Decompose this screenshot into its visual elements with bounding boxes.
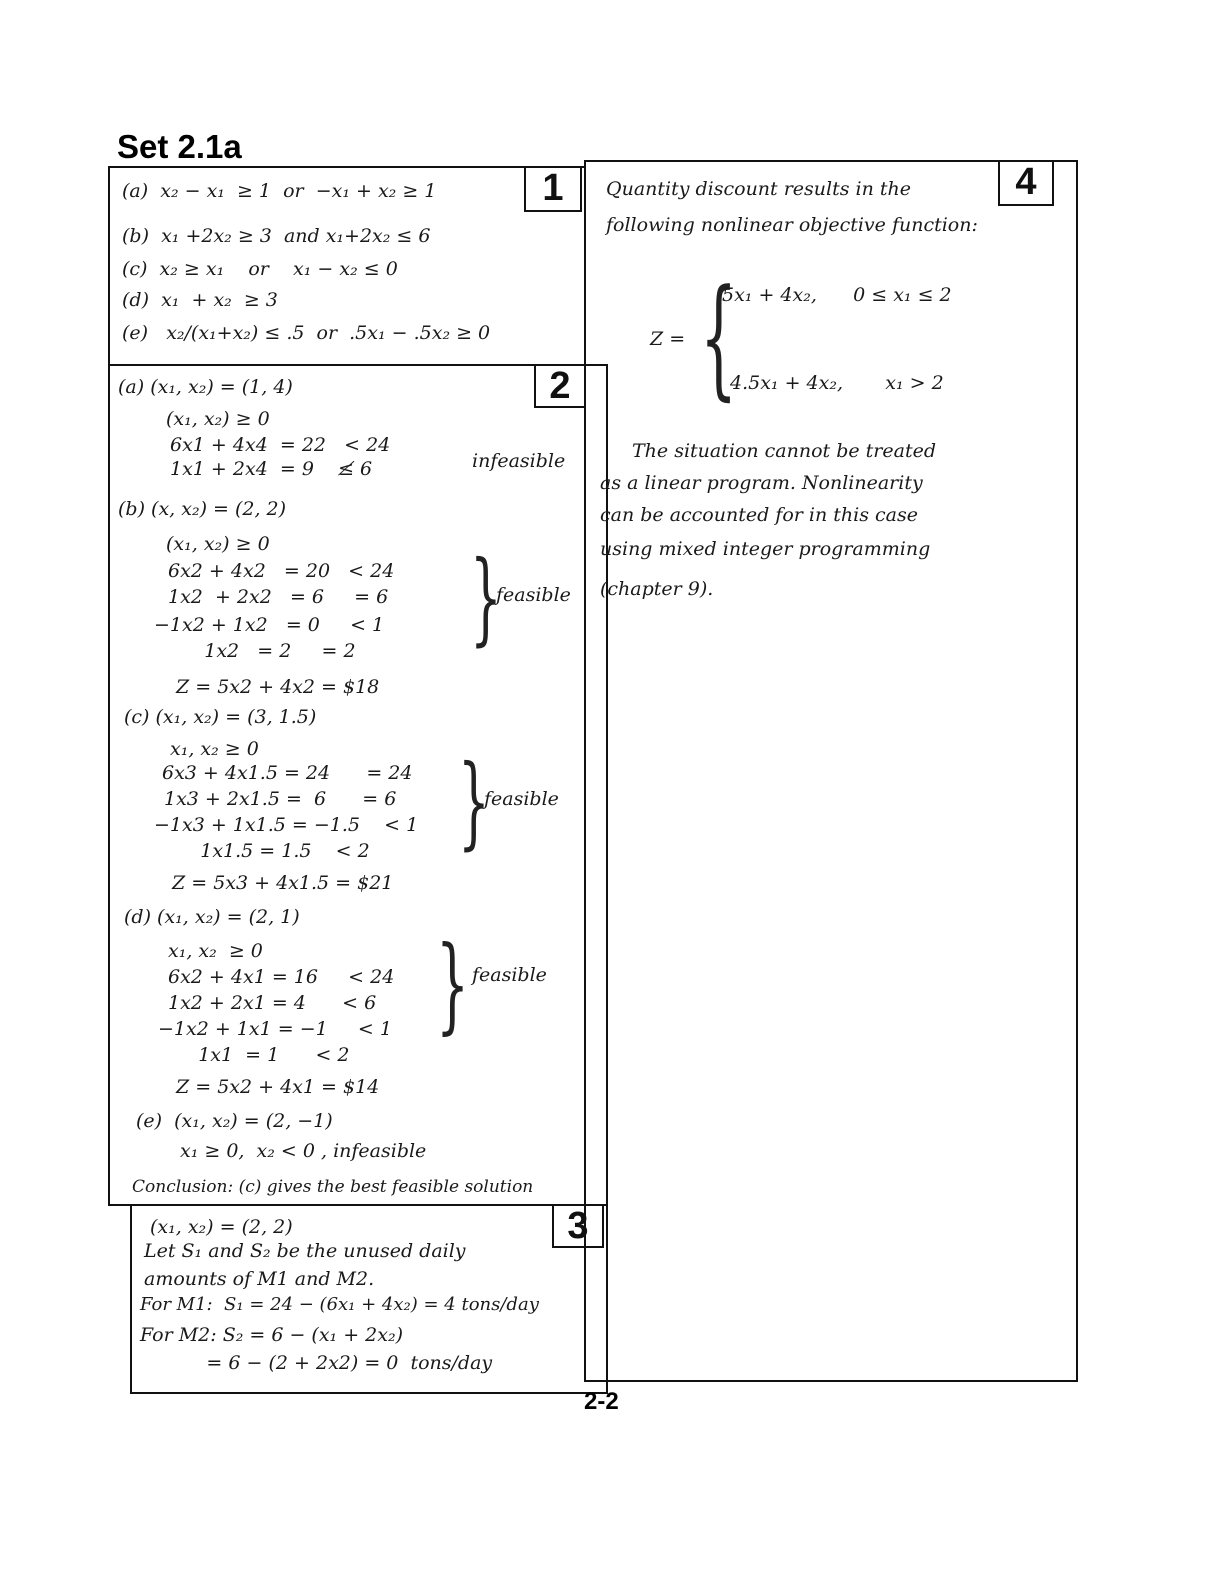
s4-conclusion-3: using mixed integer programming [600,538,931,560]
s2c-brace: } [458,743,490,860]
s1-line-d: (d) x₁ + x₂ ≥ 3 [122,289,278,311]
s2b-line-1: (x₁, x₂) ≥ 0 [166,533,270,555]
s3-line-4: For M2: S₂ = 6 − (x₁ + 2x₂) [140,1324,403,1346]
s3-line-2: amounts of M1 and M2. [144,1268,375,1290]
s4-conclusion-0: The situation cannot be treated [632,440,936,462]
s2-conclusion: Conclusion: (c) gives the best feasible solution [132,1177,534,1197]
s4-brace: { [700,261,738,413]
s2b-objective: Z = 5x2 + 4x2 = $18 [176,676,380,698]
section-3-number: 3 [552,1204,604,1248]
s2a-line-1: (x₁, x₂) ≥ 0 [166,408,270,430]
s2d-line-2: 6x2 + 4x1 = 16 < 24 [168,966,395,988]
s3-line-0: (x₁, x₂) = (2, 2) [150,1216,293,1238]
s4-conclusion-2: can be accounted for in this case [600,504,918,526]
s4-case-2: 4.5x₁ + 4x₂, x₁ > 2 [730,372,944,394]
s2c-note: feasible [484,788,559,810]
s3-line-5: = 6 − (2 + 2x2) = 0 tons/day [140,1352,493,1374]
s2d-note: feasible [472,964,547,986]
s3-line-1: Let S₁ and S₂ be the unused daily [144,1240,466,1262]
s2a-note: infeasible [472,450,566,472]
s1-line-c: (c) x₂ ≥ x₁ or x₁ − x₂ ≤ 0 [122,258,398,280]
s4-conclusion-4: (chapter 9). [600,578,714,600]
section-4-number: 4 [998,160,1054,206]
s2b-line-3: 1x2 + 2x2 = 6 = 6 [168,586,389,608]
s2e-line-1: x₁ ≥ 0, x₂ < 0 , infeasible [180,1140,427,1162]
s4-conclusion-1: as a linear program. Nonlinearity [600,472,923,494]
s2c-line-0: (c) (x₁, x₂) = (3, 1.5) [124,706,317,728]
s2c-line-1: x₁, x₂ ≥ 0 [170,738,259,760]
s2b-line-4: −1x2 + 1x2 = 0 < 1 [154,614,385,636]
s4-intro-0: Quantity discount results in the [606,178,912,200]
s2d-line-3: 1x2 + 2x1 = 4 < 6 [168,992,377,1014]
page-title: Set 2.1a [117,128,242,165]
page-number: 2-2 [584,1388,619,1415]
s2b-line-2: 6x2 + 4x2 = 20 < 24 [168,560,395,582]
s2d-line-5: 1x1 = 1 < 2 [168,1044,350,1066]
s2b-line-5: 1x2 = 2 = 2 [168,640,356,662]
s2c-objective: Z = 5x3 + 4x1.5 = $21 [172,872,394,894]
s2d-line-0: (d) (x₁, x₂) = (2, 1) [124,906,300,928]
section-1-number: 1 [524,166,582,212]
s1-line-a: (a) x₂ − x₁ ≥ 1 or −x₁ + x₂ ≥ 1 [122,180,437,202]
s2b-note: feasible [496,584,571,606]
s1-line-b: (b) x₁ +2x₂ ≥ 3 and x₁+2x₂ ≤ 6 [122,225,431,247]
s3-line-3: For M1: S₁ = 24 − (6x₁ + 4x₂) = 4 tons/day [140,1294,539,1315]
s2b-brace: } [470,539,502,656]
s2a-line-2: 6x1 + 4x4 = 22 < 24 [170,434,391,456]
s2d-objective: Z = 5x2 + 4x1 = $14 [176,1076,380,1098]
section-2-number: 2 [534,364,586,408]
s2d-brace: } [436,923,470,1045]
s2a-line-0: (a) (x₁, x₂) = (1, 4) [118,376,293,398]
s2d-line-4: −1x2 + 1x1 = −1 < 1 [158,1018,392,1040]
s2c-line-4: −1x3 + 1x1.5 = −1.5 < 1 [154,814,419,836]
s4-case-1: 5x₁ + 4x₂, 0 ≤ x₁ ≤ 2 [722,284,952,306]
s2b-line-0: (b) (x, x₂) = (2, 2) [118,498,287,520]
s1-line-e: (e) x₂/(x₁+x₂) ≤ .5 or .5x₁ − .5x₂ ≥ 0 [122,322,491,344]
s4-z-label: Z = [650,328,686,350]
s2c-line-5: 1x1.5 = 1.5 < 2 [164,840,370,862]
s2c-line-3: 1x3 + 2x1.5 = 6 = 6 [164,788,397,810]
s2c-line-2: 6x3 + 4x1.5 = 24 = 24 [162,762,413,784]
s2e-line-0: (e) (x₁, x₂) = (2, −1) [136,1110,333,1132]
s4-intro-1: following nonlinear objective function: [606,214,978,236]
s2a-line-3: 1x1 + 2x4 = 9 ≰ 6 [170,458,373,480]
s2d-line-1: x₁, x₂ ≥ 0 [168,940,263,962]
